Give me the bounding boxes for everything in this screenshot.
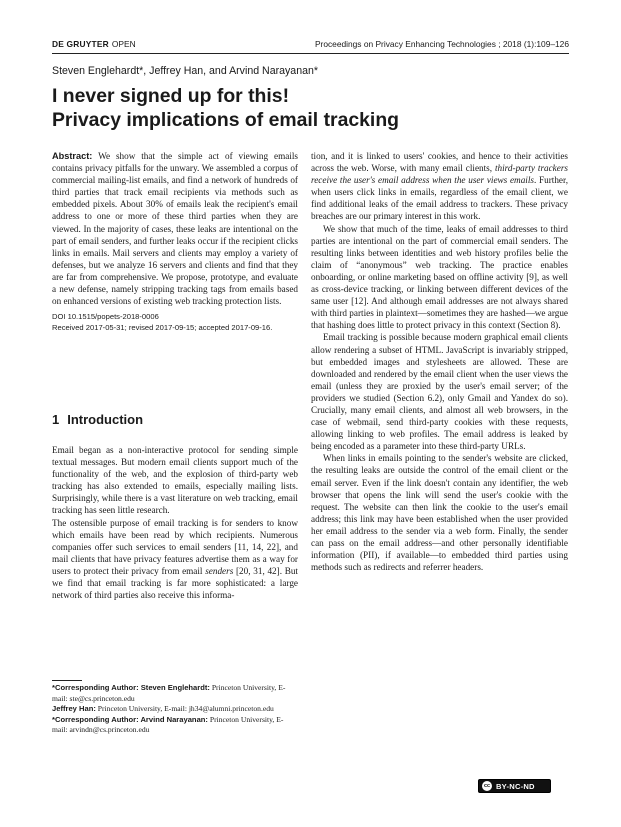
license-label: BY-NC-ND: [496, 781, 535, 791]
right-p1-a: tion, and it is linked to users' cookies, and hence to their activities across the web. Worse, with many email clients,: [311, 151, 568, 174]
abstract-block: [52, 150, 298, 333]
publisher-bold: DE GRUYTER: [52, 39, 109, 49]
footnote-2-label: Jeffrey Han:: [52, 704, 96, 713]
footnote-2: [52, 704, 298, 715]
header-rule: [52, 53, 569, 54]
abstract-paragraph: [52, 150, 298, 307]
footnote-rule: [52, 680, 82, 681]
creative-commons-icon: cc: [484, 783, 490, 789]
author-list: Steven Englehardt*, Jeffrey Han, and Arvind Narayanan*: [52, 65, 318, 77]
section-number: 1: [52, 412, 60, 427]
right-paragraph-2: We show that much of the time, leaks of email addresses to third parties are intentional on the part of commercial email senders. The resulting links between identities and web history profiles belie the claim of “anonymous” web tracking. The practice enables onboarding, or online marketing based on offline activity [9], as well as cross-device tracking, or linking between different devices of the same user [12]. And although email addresses are not always shared with third parties in plaintext—sometimes they are hashed—we argue that hashing does little to protect privacy in this context (Section 8).: [311, 223, 569, 331]
footnote-3-label: *Corresponding Author: Arvind Narayanan:: [52, 714, 208, 724]
publisher-name: [52, 39, 136, 49]
intro-paragraph-1: Email began as a non-interactive protocol for sending simple textual messages. But modern email clients support much of the functionality of the web, and the explosion of third-party web tracking has also extended to emails, especially mailing lists. Surprisingly, while there is a vast literature on web tracking, email tracking has seen little research.: [52, 445, 298, 516]
paper-title: [52, 85, 572, 132]
section-title: Introduction: [67, 412, 144, 427]
right-paragraph-1: [311, 150, 568, 223]
doi: DOI 10.1515/popets-2018-0006: [52, 312, 159, 322]
intro-p2-emphasis: senders: [205, 565, 234, 576]
footnote-1: [52, 683, 298, 704]
abstract-text: We show that the simple act of viewing emails contains privacy pitfalls for the unwary. We assembled a corpus of commercial mailing-list emails, and find a network of hundreds of third parties that track email recipients via methods such as embedded pixels. About 30% of emails leak the recipient's email address to one or more of these third parties when they are viewed. In the majority of cases, these leaks are intentional on the part of email senders, and further leaks occur if the recipient clicks links in emails. Mail servers and clients may employ a variety of defenses, but we analyze 16 servers and clients and find that they are far from comprehensive. We propose, prototype, and evaluate a new defense, namely stripping tracking tags from emails based on enhanced versions of existing web tracking protection lists.: [52, 151, 298, 307]
footnote-1-text: Princeton University, E-mail: ste@cs.princeton.edu: [52, 683, 286, 703]
section-heading: [52, 412, 143, 427]
publisher-light: OPEN: [111, 39, 136, 49]
introduction-text: [52, 444, 298, 601]
intro-p2-b: [20, 31, 42]. But we find that email tracking is far more sophisticated: a large network of third parties also receive this informa-: [52, 565, 298, 601]
intro-p2-a: The ostensible purpose of email tracking is for senders to know which emails have been read by which recipients. Numerous companies offer such services to email senders [11, 14, 22], and mail clients that have privacy features advertise them as a way for users to protect their privacy from email: [52, 517, 298, 576]
right-paragraph-3: Email tracking is possible because modern graphical email clients allow rendering a subset of HTML. JavaScript is invariably stripped, but embedded images and stylesheets are allowed. These are downloaded and rendered by the email client when the user views the email (unless they are proxied by the user's email server; of the providers we studied (Section 6.2), only Gmail and Yandex do so). Crucially, many email clients, and almost all web browsers, in the case of webmail, send third-party cookies with these requests, allowing linking to web profiles. The email address is leaked by being encoded as a parameter into these third-party URLs.: [311, 332, 568, 452]
footnotes: [52, 683, 298, 736]
abstract-label: Abstract:: [52, 151, 93, 161]
title-line-1: I never signed up for this!: [52, 85, 290, 107]
footnote-3: [52, 715, 298, 736]
running-header: [52, 37, 569, 51]
title-line-2: Privacy implications of email tracking: [52, 108, 400, 131]
footnote-2-text: Princeton University, E-mail: jh34@alumni.princeton.edu: [95, 704, 274, 713]
right-paragraph-4: When links in emails pointing to the sender's website are clicked, the resulting leaks are outside the control of the email client or the email server. Even if the link doesn't contain any identifier, the web browser that opens the link will send the user's cookie with the request. The website can then link the cookie to the user's email address; this link may have been established when the user provided her email address to the sender via a web form. Finally, the sender can pass on the email address—and other personally identifiable information (PII), if available—to embedded third parties using methods such as redirects and referrer headers.: [311, 453, 568, 573]
received-dates: Received 2017-05-31; revised 2017-09-15; accepted 2017-09-16.: [52, 323, 273, 333]
footnote-1-label: *Corresponding Author: Steven Englehardt:: [52, 683, 210, 692]
cc-license-badge[interactable]: [478, 779, 551, 793]
right-column: [311, 150, 568, 573]
footnote-3-text: Princeton University, E-mail: arvindn@cs.princeton.edu: [52, 714, 284, 734]
right-p1-b: . Further, when users click links in emails, regardless of the email client, we find additional leaks of the email address to trackers. These privacy breaches are our primary interest in this work.: [311, 175, 568, 222]
journal-citation: Proceedings on Privacy Enhancing Technologies ; 2018 (1):109–126: [314, 39, 569, 49]
intro-paragraph-2: [52, 517, 298, 602]
right-p1-emphasis: third-party trackers receive the user's email address when the user views emails: [311, 163, 568, 186]
